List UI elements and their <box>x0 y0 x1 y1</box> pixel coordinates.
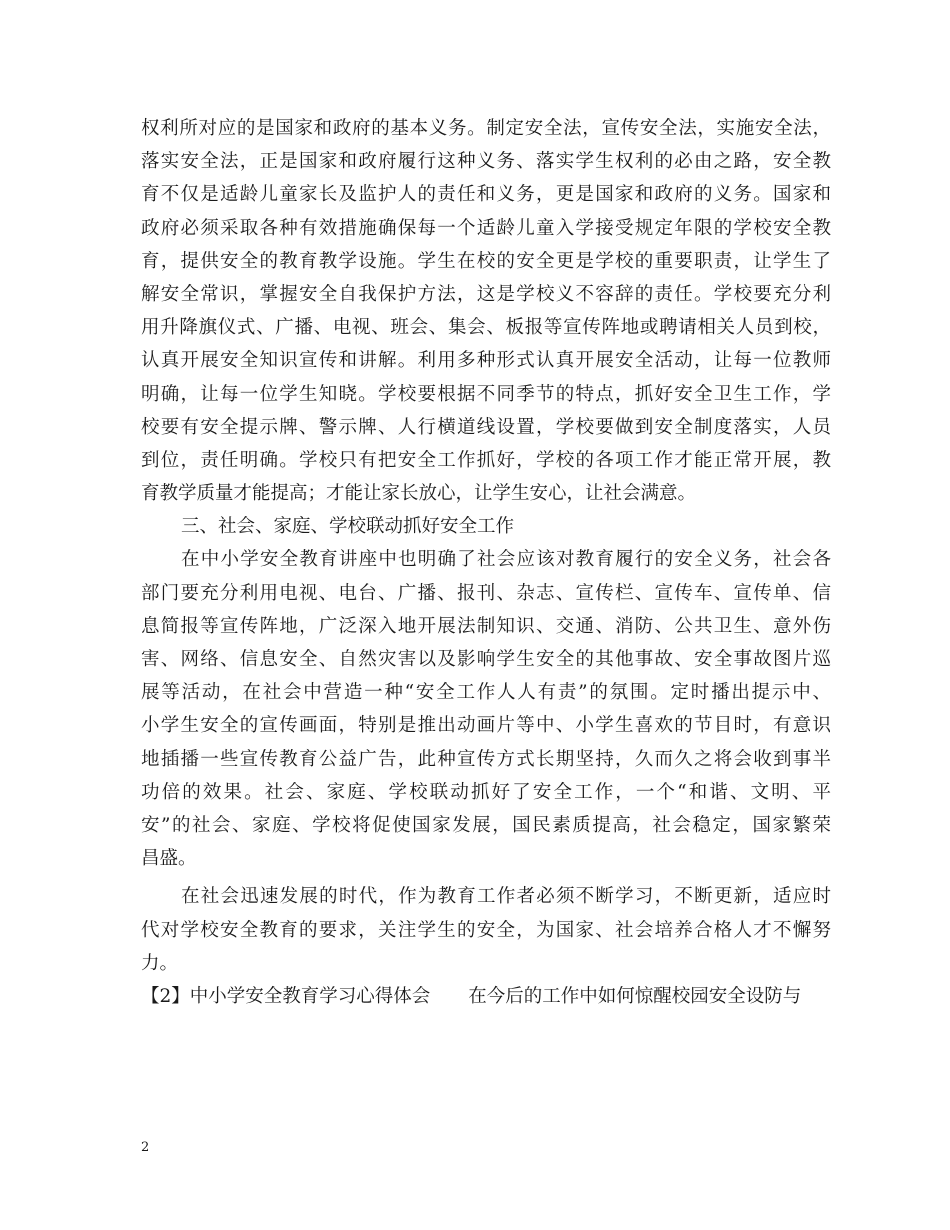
paragraph-3 <box>141 880 831 980</box>
page-number: 2 <box>141 1140 150 1155</box>
text-line: 展等活动，在社会中营造一种“安全工作人人有责”的氛围。定时播出提示中、 <box>141 682 831 704</box>
paragraph-2 <box>141 543 831 875</box>
text-line: 小学生安全的宣传画面，特别是推出动画片等中、小学生喜欢的节目时，有意识 <box>141 715 831 737</box>
text-line: 代对学校安全教育的要求，关注学生的安全，为国家、社会培养合格人才不懈努 <box>141 919 831 941</box>
text-line: 认真开展安全知识宣传和讲解。利用多种形式认真开展安全活动，让每一位教师 <box>141 350 831 372</box>
next-section-line <box>141 980 831 1013</box>
text-line: 用升降旗仪式、广播、电视、班会、集会、板报等宣传阵地或聘请相关人员到校， <box>141 317 831 339</box>
text-line: 权利所对应的是国家和政府的基本义务。制定安全法，宣传安全法，实施安全法， <box>141 118 831 139</box>
text-line: 力。 <box>141 952 179 974</box>
text-line: 息简报等宣传阵地，广泛深入地开展法制知识、交通、消防、公共卫生、意外伤 <box>141 615 831 637</box>
text-line: 到位，责任明确。学校只有把安全工作抓好，学校的各项工作才能正常开展，教 <box>141 449 831 471</box>
text-line: 校要有安全提示牌、警示牌、人行横道线设置，学校要做到安全制度落实，人员 <box>141 416 831 438</box>
text-line: 安”的社会、家庭、学校将促使国家发展，国民素质提高，社会稳定，国家繁荣 <box>141 814 831 836</box>
text-line: 育，提供安全的教育教学设施。学生在校的安全更是学校的重要职责，让学生了 <box>141 250 831 272</box>
text-line: 在中小学安全教育讲座中也明确了社会应该对教育履行的安全义务，社会各 <box>181 549 831 571</box>
text-line: 明确，让每一位学生知晓。学校要根据不同季节的特点，抓好安全卫生工作，学 <box>141 383 831 405</box>
text-line: 落实安全法，正是国家和政府履行这种义务、落实学生权利的必由之路，安全教 <box>141 151 831 173</box>
next-section-title: 【2】中小学安全教育学习心得体会 <box>141 985 431 1007</box>
text-line: 地插播一些宣传教育公益广告，此种宣传方式长期坚持，久而久之将会收到事半 <box>141 748 831 770</box>
text-line: 害、网络、信息安全、自然灾害以及影响学生安全的其他事故、安全事故图片巡 <box>141 649 831 670</box>
next-section-text: 在今后的工作中如何惊醒校园安全设防与 <box>468 985 802 1007</box>
text-line: 育不仅是适龄儿童家长及监护人的责任和义务，更是国家和政府的义务。国家和 <box>141 184 831 206</box>
text-line: 政府必须采取各种有效措施确保每一个适龄儿童入学接受规定年限的学校安全教 <box>141 217 831 239</box>
document-body <box>141 112 831 1013</box>
text-line: 部门要充分利用电视、电台、广播、报刊、杂志、宣传栏、宣传车、宣传单、信 <box>141 582 831 604</box>
text-line: 在社会迅速发展的时代，作为教育工作者必须不断学习，不断更新，适应时 <box>181 886 831 908</box>
section-heading-3: 三、社会、家庭、学校联动抓好安全工作 <box>181 516 515 538</box>
paragraph-1 <box>141 112 831 510</box>
text-line: 昌盛。 <box>141 848 197 870</box>
text-line: 育教学质量才能提高；才能让家长放心，让学生安心，让社会满意。 <box>141 483 697 505</box>
text-line: 解安全常识，掌握安全自我保护方法，这是学校义不容辞的责任。学校要充分利 <box>141 283 831 305</box>
text-line: 功倍的效果。社会、家庭、学校联动抓好了安全工作，一个“和谐、文明、平 <box>141 781 831 803</box>
